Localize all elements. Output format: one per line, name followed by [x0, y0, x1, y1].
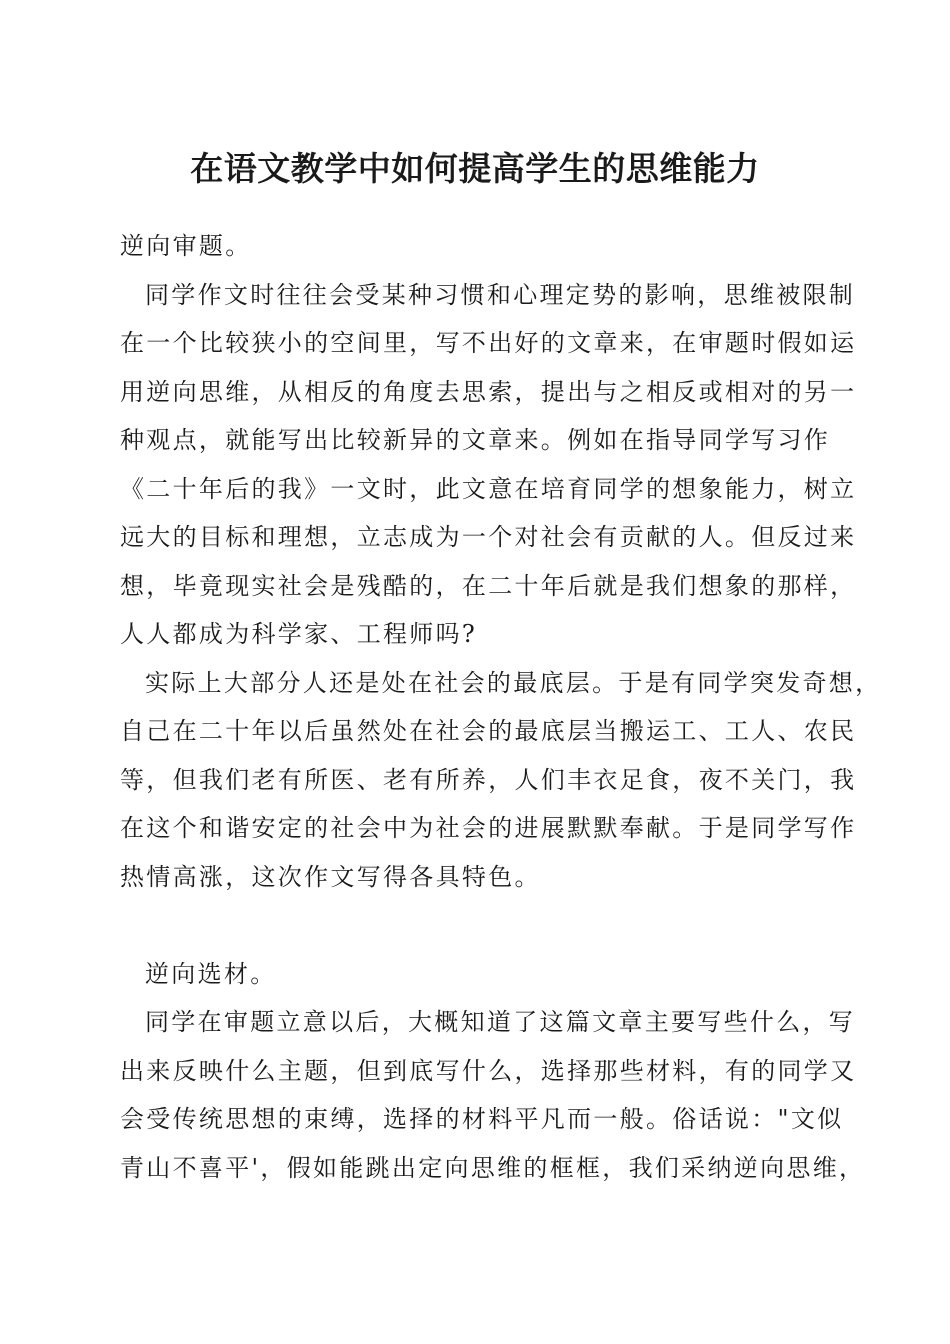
text-line: 同学作文时往往会受某种习惯和心理定势的影响，思维被限制 — [145, 280, 856, 309]
text-line: 会受传统思想的束缚，选择的材料平凡而一般。俗话说："文似 — [120, 1105, 844, 1133]
text-line: 逆向审题。 — [120, 232, 252, 260]
document-body — [120, 222, 882, 1192]
text-line: 在一个比较狭小的空间里，写不出好的文章来，在审题时假如运 — [120, 329, 857, 357]
text-line: 出来反映什么主题，但到底写什么，选择那些材料，有的同学又 — [120, 1056, 857, 1085]
text-line: 实际上大部分人还是处在社会的最底层。于是有同学突发奇想， — [145, 668, 882, 697]
text-line: 远大的目标和理想，立志成为一个对社会有贡献的人。但反过来 — [120, 523, 857, 551]
text-line: 热情高涨，这次作文写得各具特色。 — [120, 862, 541, 891]
text-line: 人人都成为科学家、工程师吗? — [120, 620, 478, 648]
text-line: 《二十年后的我》一文时，此文意在培育同学的想象能力，树立 — [120, 474, 857, 503]
blank-line — [120, 901, 855, 950]
text-line: 同学在审题立意以后，大概知道了这篇文章主要写些什么，写 — [145, 1008, 856, 1036]
text-line: 种观点，就能写出比较新异的文章来。例如在指导同学写习作 — [120, 426, 831, 454]
text-line: 自己在二十年以后虽然处在社会的最底层当搬运工、工人、农民 — [120, 717, 857, 745]
text-line: 用逆向思维，从相反的角度去思索，提出与之相反或相对的另一 — [120, 377, 857, 406]
text-line: 在这个和谐安定的社会中为社会的进展默默奉献。于是同学写作 — [120, 814, 857, 842]
text-line: 等，但我们老有所医、老有所养，人们丰衣足食，夜不关门，我 — [120, 765, 857, 794]
document-title: 在语文教学中如何提高学生的思维能力 — [190, 149, 760, 188]
text-line: 青山不喜平'，假如能跳出定向思维的框框，我们采纳逆向思维， — [120, 1153, 866, 1182]
text-line: 想，毕竟现实社会是残酷的，在二十年后就是我们想象的那样， — [120, 571, 857, 600]
text-line: 逆向选材。 — [145, 959, 277, 988]
